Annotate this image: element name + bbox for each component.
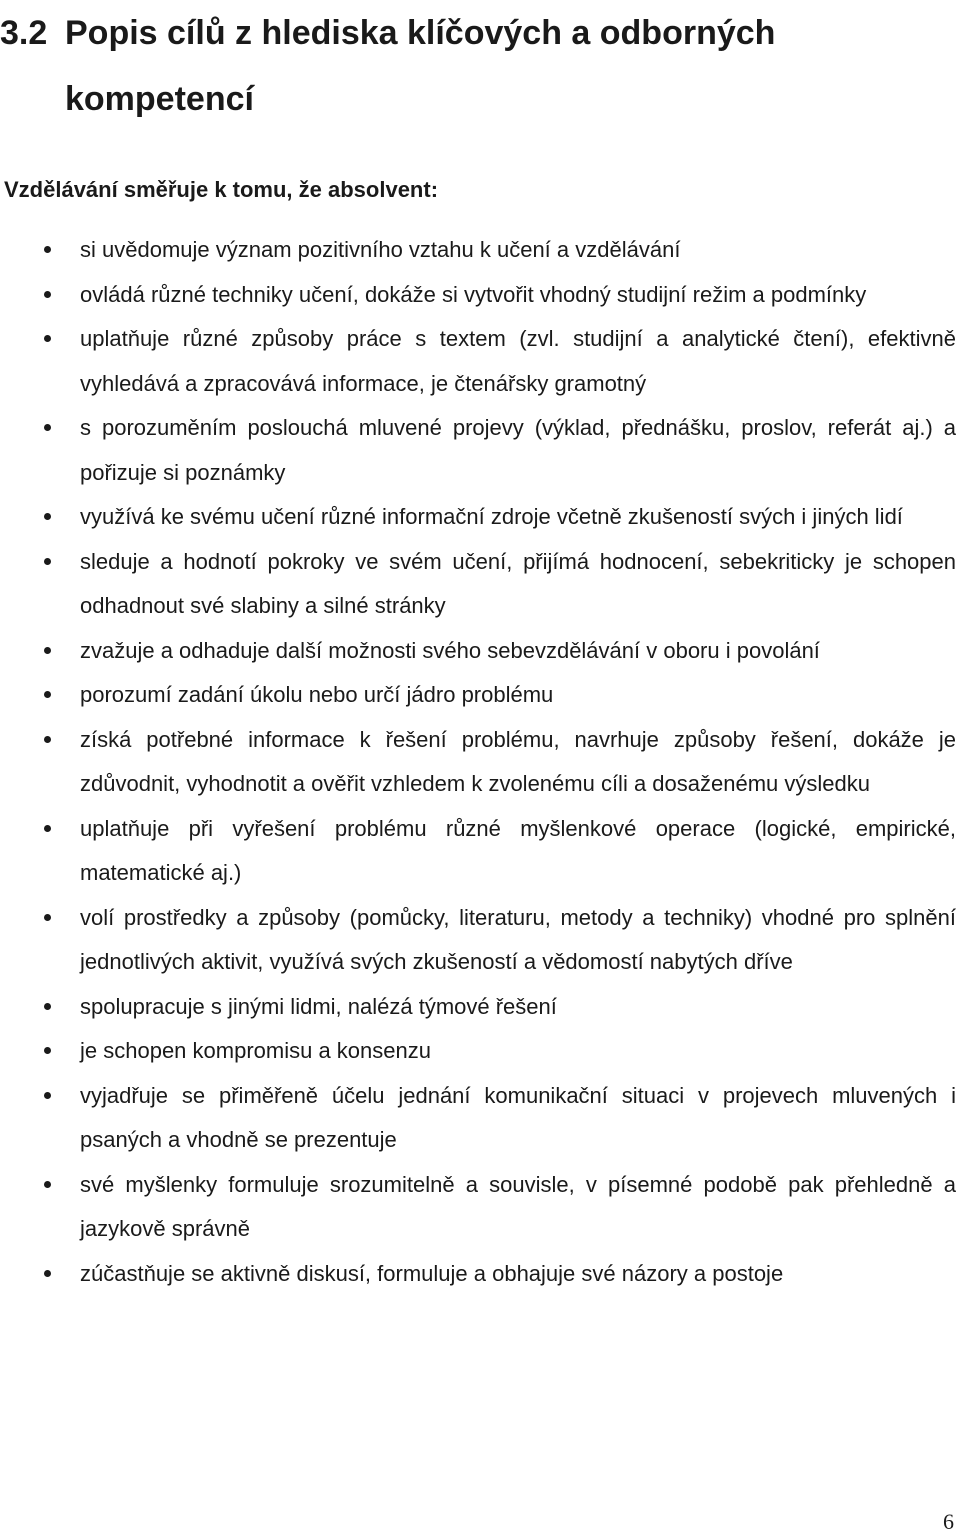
list-item — [0, 807, 956, 896]
list-item — [0, 1252, 956, 1297]
bullet-icon — [44, 691, 51, 698]
bullet-icon — [44, 914, 51, 921]
bullet-icon — [44, 1181, 51, 1188]
list-item — [0, 273, 956, 318]
list-item-text: je schopen kompromisu a konsenzu — [80, 1038, 431, 1063]
list-item-text: uplatňuje různé způsoby práce s textem (zvl. studijní a analytické čtení), efektivně vyhledává a zpracovává informace, je čtenářsky gramotný — [80, 326, 956, 396]
intro-text: Vzdělávání směřuje k tomu, že absolvent: — [4, 177, 439, 202]
list-item — [0, 629, 956, 674]
section-heading — [0, 0, 940, 132]
list-item — [0, 1029, 956, 1074]
bullet-icon — [44, 1270, 51, 1277]
bullet-icon — [44, 246, 51, 253]
section-number: 3.2 — [0, 14, 48, 52]
list-item — [0, 228, 956, 273]
bullet-icon — [44, 291, 51, 298]
competence-goals-list — [0, 228, 956, 1296]
bullet-icon — [44, 825, 51, 832]
bullet-icon — [44, 736, 51, 743]
bullet-icon — [44, 1047, 51, 1054]
bullet-icon — [44, 1092, 51, 1099]
list-item-text: porozumí zadání úkolu nebo určí jádro problému — [80, 682, 554, 707]
bullet-icon — [44, 558, 51, 565]
list-item — [0, 985, 956, 1030]
bullet-icon — [44, 1003, 51, 1010]
list-item-text: zvažuje a odhaduje další možnosti svého sebevzdělávání v oboru i povolání — [80, 637, 820, 663]
list-item — [0, 317, 956, 406]
section-title: Popis cílů z hlediska klíčových a odborných kompetencí — [65, 14, 776, 118]
list-item-text: využívá ke svému učení různé informační zdroje včetně zkušeností svých i jiných lidí — [80, 504, 903, 529]
bullet-icon — [44, 647, 51, 654]
list-item-text: ovládá různé techniky učení, dokáže si vytvořit vhodný studijní režim a podmínky — [80, 281, 867, 307]
list-item-text: uplatňuje při vyřešení problému různé myšlenkové operace (logické, empirické, matematické aj.) — [80, 815, 956, 885]
list-item — [0, 1074, 956, 1163]
list-item — [0, 540, 956, 629]
list-item — [0, 673, 956, 718]
list-item-text: vyjadřuje se přiměřeně účelu jednání komunikační situaci v projevech mluvených i psaných a vhodně se prezentuje — [80, 1082, 956, 1152]
list-item — [0, 1163, 956, 1252]
list-item-text: spolupracuje s jinými lidmi, nalézá týmové řešení — [80, 993, 557, 1019]
list-item — [0, 406, 956, 495]
bullet-icon — [44, 513, 51, 520]
list-item-text: zúčastňuje se aktivně diskusí, formuluje a obhajuje své názory a postoje — [80, 1260, 784, 1286]
page-number: 6 — [943, 1509, 954, 1534]
list-item — [0, 495, 956, 540]
bullet-icon — [44, 335, 51, 342]
list-item-text: své myšlenky formuluje srozumitelně a souvisle, v písemné podobě pak přehledně a jazykově správně — [80, 1171, 956, 1241]
list-item-text: s porozuměním poslouchá mluvené projevy (výklad, přednášku, proslov, referát aj.) a pořizuje si poznámky — [80, 415, 956, 485]
bullet-icon — [44, 424, 51, 431]
list-item — [0, 718, 956, 807]
list-item-text: si uvědomuje význam pozitivního vztahu k učení a vzdělávání — [80, 237, 681, 262]
list-item-text: získá potřebné informace k řešení problému, navrhuje způsoby řešení, dokáže je zdůvodnit, vyhodnotit a ověřit vzhledem k zvolenému cíli a dosaženému výsledku — [80, 726, 956, 796]
list-item-text: sleduje a hodnotí pokroky ve svém učení, přijímá hodnocení, sebekriticky je schopen odhadnout své slabiny a silné stránky — [80, 548, 956, 618]
list-item — [0, 896, 956, 985]
list-item-text: volí prostředky a způsoby (pomůcky, literaturu, metody a techniky) vhodné pro splnění jednotlivých aktivit, využívá svých zkušeností a vědomostí nabytých dříve — [80, 904, 956, 974]
